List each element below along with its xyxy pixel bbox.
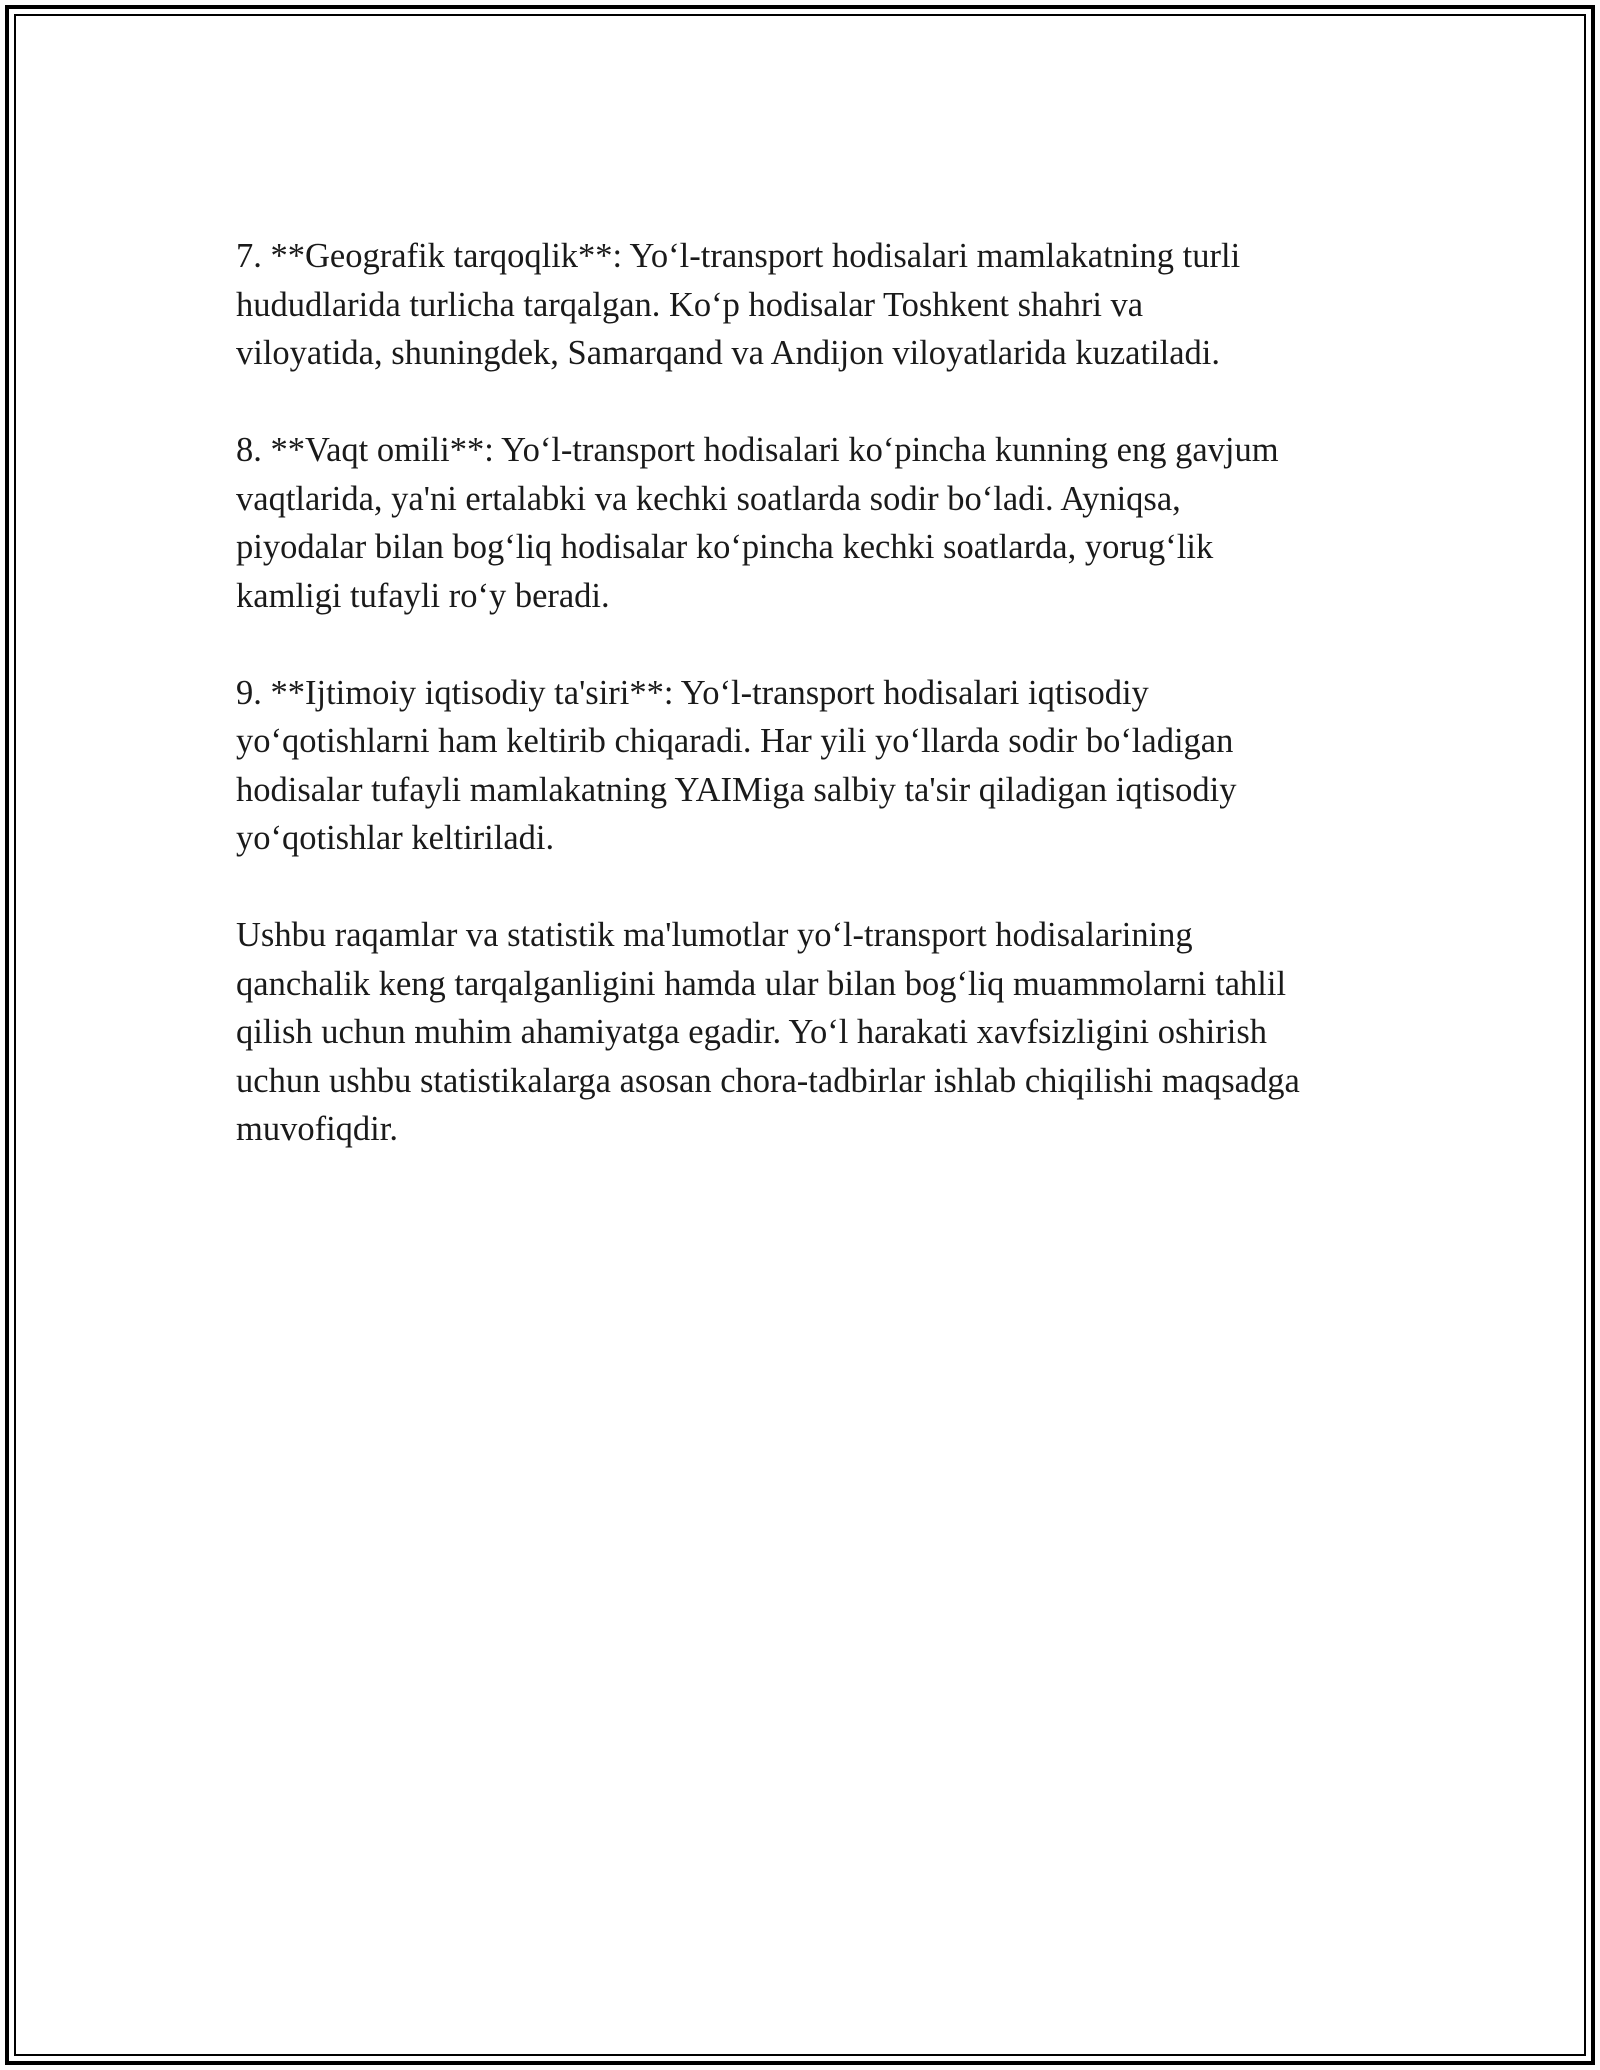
text-line: 8. **Vaqt omili**: Yo‘l-transport hodisalari ko‘pincha kunning eng gavjum <box>236 431 1279 469</box>
paragraph-socio-economic-impact <box>236 669 1396 863</box>
text-line: 7. **Geografik tarqoqlik**: Yo‘l-transport hodisalari mamlakatning turli <box>236 237 1241 275</box>
text-line: Ushbu raqamlar va statistik ma'lumotlar yo‘l-transport hodisalarining <box>236 916 1193 954</box>
text-line: uchun ushbu statistikalarga asosan chora-tadbirlar ishlab chiqilishi maqsadga <box>236 1061 1300 1100</box>
text-line: qanchalik keng tarqalganligini hamda ular bilan bog‘liq muammolarni tahlil <box>236 964 1287 1003</box>
paragraph-time-factor <box>236 426 1396 620</box>
text-line: qilish uchun muhim ahamiyatga egadir. Yo‘l harakati xavfsizligini oshirish <box>236 1013 1268 1051</box>
text-line: 9. **Ijtimoiy iqtisodiy ta'siri**: Yo‘l-transport hodisalari iqtisodiy <box>236 673 1149 712</box>
paragraph-conclusion <box>236 911 1396 1154</box>
text-line: muvofiqdir. <box>236 1110 398 1148</box>
text-line: hududlarida turlicha tarqalgan. Ko‘p hodisalar Toshkent shahri va <box>236 285 1144 324</box>
text-line: kamligi tufayli ro‘y beradi. <box>236 576 610 615</box>
text-line: vaqtlarida, ya'ni ertalabki va kechki soatlarda sodir bo‘ladi. Ayniqsa, <box>236 479 1181 518</box>
text-line: hodisalar tufayli mamlakatning YAIMiga salbiy ta'sir qiladigan iqtisodiy <box>236 770 1237 809</box>
document-body <box>236 232 1396 1202</box>
text-line: yo‘qotishlar keltiriladi. <box>236 819 555 857</box>
paragraph-geographic-distribution <box>236 232 1396 378</box>
text-line: viloyatida, shuningdek, Samarqand va Andijon viloyatlarida kuzatiladi. <box>236 334 1220 372</box>
text-line: yo‘qotishlarni ham keltirib chiqaradi. Har yili yo‘llarda sodir bo‘ladigan <box>236 722 1234 760</box>
text-line: piyodalar bilan bog‘liq hodisalar ko‘pincha kechki soatlarda, yorug‘lik <box>236 528 1214 566</box>
